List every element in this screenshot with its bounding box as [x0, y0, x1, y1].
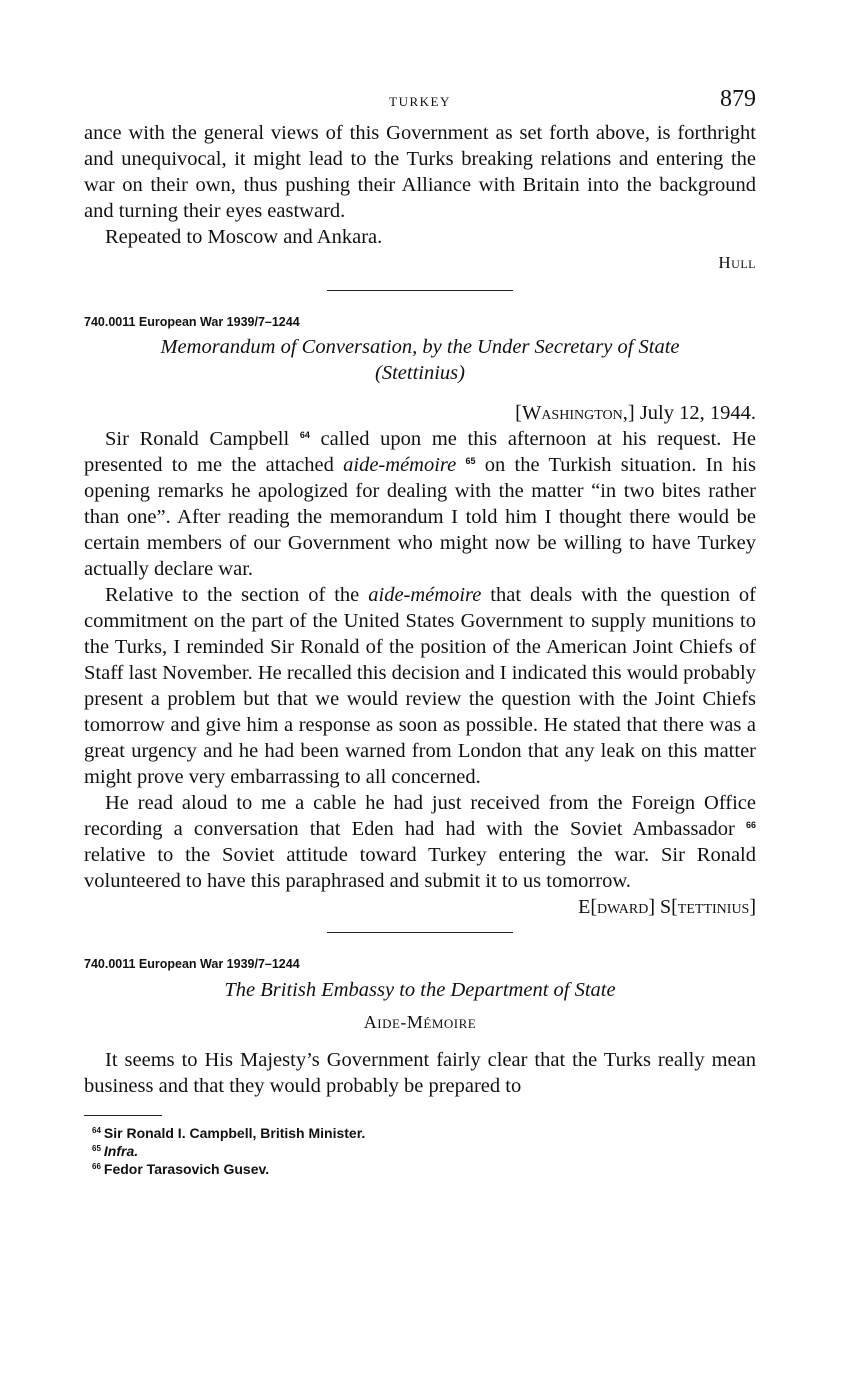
page-number: 879 [720, 86, 756, 112]
running-title: TURKEY [389, 94, 451, 109]
paragraph: ance with the general views of this Government as set forth above, is forthright and unequivocal, it might lead to the Turks breaking relations and entering the war on their own, thus pushing their Alliance with Britain into the background and turning their eyes eastward. [84, 122, 756, 222]
memorandum-section [84, 313, 756, 920]
dateline-place: Washington [521, 402, 623, 424]
document-title-line: Memorandum of Conversation, by the Under Secretary of State [160, 336, 680, 358]
paragraph [84, 790, 756, 894]
signature-stettinius [84, 894, 756, 920]
paragraph [84, 426, 756, 582]
italic-text: aide-mémoire [343, 454, 457, 476]
footnote [84, 1124, 756, 1142]
file-reference: 740.0011 European War 1939/7–1244 [84, 315, 300, 329]
dateline-bracket: ,] [622, 402, 635, 424]
running-head [84, 86, 756, 120]
signature-initial: S [655, 896, 672, 918]
signature-bracket: [tettinius] [671, 896, 756, 918]
footnote-number: 65 [92, 1144, 101, 1153]
footnote-ref: 66 [745, 820, 756, 830]
document-page [84, 86, 756, 1178]
footnote-text: Fedor Tarasovich Gusev. [103, 1161, 270, 1177]
footnote-ref: 64 [299, 430, 310, 440]
paragraph: It seems to His Majesty’s Government fairly clear that the Turks really mean business and that they would probably be prepared to [84, 1049, 756, 1097]
text-run: He read aloud to me a cable he had just received from the Foreign Office recording a conversation that Eden had had with the Soviet Ambassador [84, 792, 756, 840]
signature-hull: Hull [718, 253, 756, 272]
dateline-bracket: [ [515, 402, 522, 424]
text-run: Relative to the section of the [105, 584, 369, 606]
signature-initial: E [578, 896, 591, 918]
signature-bracket: [dward] [590, 896, 656, 918]
footnote [84, 1160, 756, 1178]
document-title [84, 334, 756, 386]
text-run: called upon me this afternoon at his request. He presented to me the attached [84, 428, 756, 476]
footnote-text: Sir Ronald I. Campbell, British Minister. [103, 1125, 366, 1141]
document-title-line: (Stettinius) [375, 362, 465, 384]
footnote-number: 66 [92, 1162, 101, 1171]
aide-memoire-section [84, 955, 756, 1099]
text-run: Sir Ronald Campbell [105, 428, 290, 450]
paragraph: Repeated to Moscow and Ankara. [105, 226, 383, 248]
italic-text: aide-mémoire [368, 584, 482, 606]
footnote-number: 64 [92, 1126, 101, 1135]
section-hull-telegram-end [84, 120, 756, 276]
text-run: relative to the Soviet attitude toward Turkey entering the war. Sir Ronald volunteered to have this paraphrased and submit it to us tomorrow. [84, 844, 756, 892]
document-heading: Aide-Mémoire [363, 1012, 477, 1032]
footnotes [84, 1124, 756, 1178]
footnote [84, 1142, 756, 1160]
footnote-text: Infra. [103, 1143, 139, 1159]
footnote-ref: 65 [465, 456, 476, 466]
paragraph [84, 582, 756, 790]
dateline-date: July 12, 1944. [634, 402, 756, 424]
document-title: The British Embassy to the Department of State [224, 979, 616, 1001]
text-run: that deals with the question of commitment on the part of the United States Government to supply munitions to the Turks, I reminded Sir Ronald of the position of the American Joint Chiefs of Staff last November. He recalled this decision and I indicated this would probably present a problem but that we would review the question with the Joint Chiefs tomorrow and give him a response as soon as possible. He stated that there was a great urgency and he had been warned from London that any leak on this matter might prove very embarrassing to all concerned. [84, 584, 756, 788]
dateline [84, 400, 756, 426]
file-reference: 740.0011 European War 1939/7–1244 [84, 957, 300, 971]
text-run: on the Turkish situation. In his opening remarks he apologized for dealing with the matter “in two bites rather than one”. After reading the memorandum I told him I thought there would be certain members of our Government who might now be willing to have Turkey actually declare war. [84, 454, 756, 580]
